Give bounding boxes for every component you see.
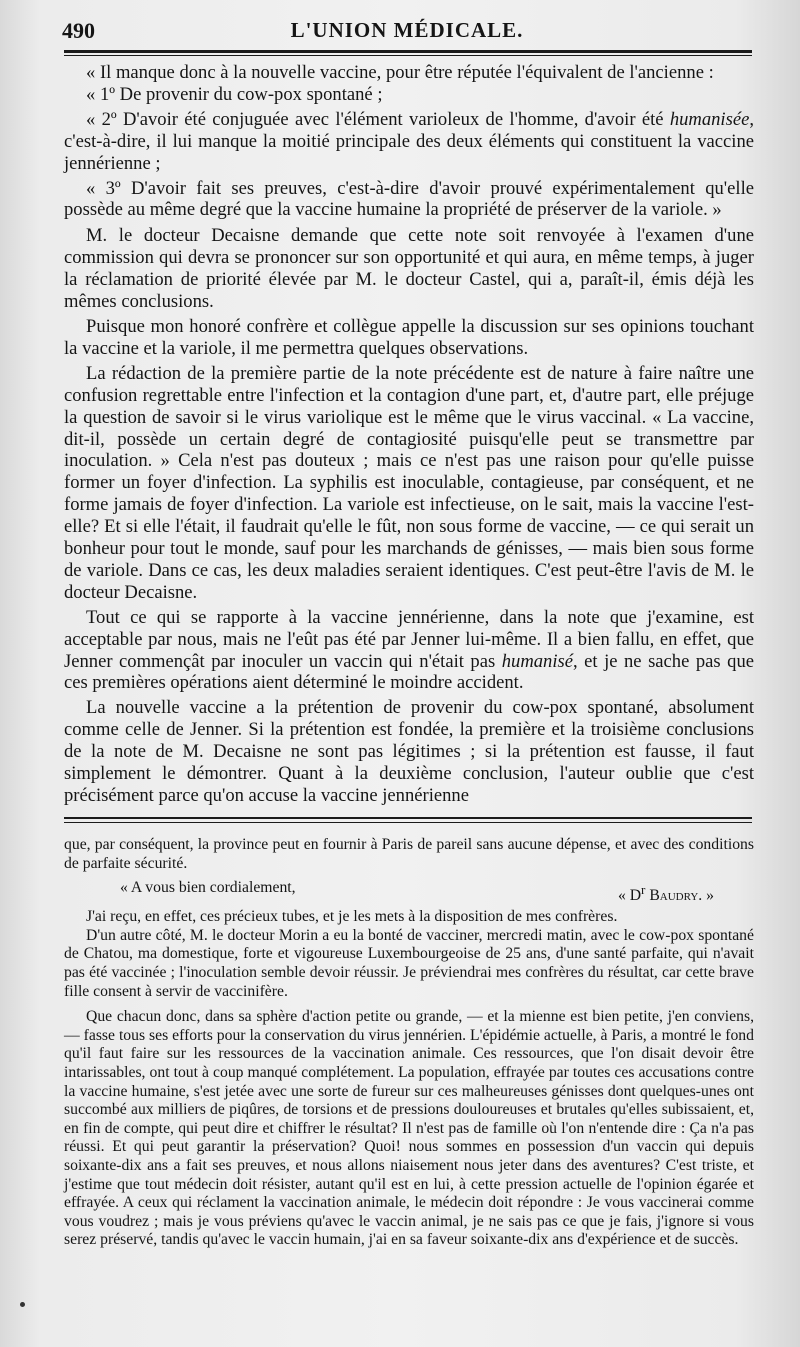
quoted-conclusion-2: « 2º D'avoir été conjuguée avec l'élément varioleux de l'homme, d'avoir été humanisée, c'est-à-dire, il lui manque la moitié principale des deux éléments qui constituent la vaccine jennérienne ; <box>64 108 754 174</box>
letter-closing-line: que, par conséquent, la province peut en fournir à Paris de pareil sans aucune dépense, et avec des conditions de parfaite sécurité. <box>64 836 754 872</box>
quoted-conclusion-1: « 1º De provenir du cow-pox spontané ; <box>86 83 383 105</box>
letter-signoff <box>64 879 754 905</box>
paragraph-decaisne-request: M. le docteur Decaisne demande que cette note soit renvoyée à l'examen d'une commission qui devra se prononcer sur son opportunité et qui aura, en même temps, à juger la réclamation de priorité élevée par M. le docteur Castel, qui a, paraît-il, émis déjà les mêmes conclusions. <box>64 225 754 313</box>
emphasis-humanise: humanisé <box>501 650 574 672</box>
paragraph-nouvelle-vaccine: La nouvelle vaccine a la prétention de provenir du cow-pox spontané, absolument comme celle de Jenner. Si la prétention est fondée, la première et la troisième conclusions de la note de M. Decaisne ne sont pas légitimes ; si la prétention est fausse, il faut simplement le démontrer. Quant à la deuxième conclusion, l'auteur oublie que c'est précisément parce qu'on accuse la vaccine jennérienne <box>64 697 754 806</box>
page-number: 490 <box>62 18 95 43</box>
paragraph-conservation: Que chacun donc, dans sa sphère d'action petite ou grande, — et la mienne est bien petite, j'en conviens, — fasse tous ses efforts pour la conservation du virus jennérien. L'épidémie actuelle, à Paris, a montré le fond qu'il faut faire sur les ressources de la vaccination animale. Ces ressources, que l'on disait devoir être intarissables, ont tout à coup manqué complétement. La population, effrayée par toutes ces accusations contre la vaccine humaine, s'est jetée avec une sorte de fureur sur ces malheureuses génisses dont quelques-unes ont succombé aux milliers de piqûres, de torsions et de pressions douloureuses et brutales qu'elles subissaient, et, en fin de compte, qui peut dire et chiffrer le résultat? Il n'est pas de famille où l'on n'entende dire : Ça n'a pas réussi. Et qui peut garantir la préservation? Quoi! nous sommes en possession d'un vaccin qui depuis soixante-dix ans a fait ses preuves, et nous allons niaisement nous jeter dans des aventures? C'est triste, et j'estime que tout médecin doit résister, autant qu'il est en lui, à cette pression actuelle de l'opinion égarée et effrayée. A ceux qui réclament la vaccination animale, le médecin doit répondre : Je vous vaccinerai comme vous voudrez ; mais je vous préviens qu'avec le vaccin animal, je ne sais pas ce que je fais, j'ignore si vous serez préservé, tandis qu'avec le vaccin humain, j'ai en sa faveur soixante-dix ans d'expérience et de succès. <box>64 1008 754 1249</box>
section-divider-thick <box>64 817 752 819</box>
quoted-conclusion-intro: « Il manque donc à la nouvelle vaccine, pour être réputée l'équivalent de l'ancienne : <box>86 62 714 83</box>
paragraph-observations: Puisque mon honoré confrère et collègue appelle la discussion sur ses opinions touchant la vaccine et la variole, il me permettra quelques observations. <box>64 315 754 359</box>
paragraph-redaction: La rédaction de la première partie de la note précédente est de nature à faire naître une confusion regrettable entre l'infection et la contagion d'une part, et, d'autre part, elle préjuge la question de savoir si le virus variolique est le même que le virus vaccinal. « La vaccine, dit-il, possède un certain degré de contagiosité puisqu'elle peut se transmettre par inoculation. » Cela n'est pas douteux ; mais ce n'est pas une raison pour qu'elle puisse former un foyer d'infection. La syphilis est inoculable, contagieuse, par conséquent, et ne forme jamais de foyer d'infection. La variole est infectieuse, on le sait, mais la vaccine l'est-elle? Et si elle l'était, il faudrait qu'elle le fût, non sous forme de vaccine, — ce qui serait un bonheur pour tout le monde, sauf pour les marchands de génisses, — mais bien sous forme de variole. Dans ce cas, les deux maladies seraient identiques. C'est peut-être l'avis de M. le docteur Decaisne. <box>64 362 754 603</box>
paragraph-morin: D'un autre côté, M. le docteur Morin a eu la bonté de vacciner, mercredi matin, avec le cow-pox spontané de Chatou, ma domestique, forte et vigoureuse Luxembourgeoise de 25 ans, d'une santé parfaite, qui n'avait pas été vaccinée ; l'inoculation semble devoir réussir. Je préviendrai mes confrères du résultat, car cette brave fille consent à servir de vaccinifère. <box>64 926 754 1000</box>
letter-greeting: « A vous bien cordialement, <box>120 879 296 897</box>
emphasis-humanisee: humanisée <box>669 108 750 130</box>
article-body <box>64 62 754 810</box>
feuilleton-body <box>64 836 754 1250</box>
paragraph-jenner: Tout ce qui se rapporte à la vaccine jennérienne, dans la note que j'examine, est acceptable par nous, mais ne l'eût pas été par Jenner lui-même. Il a bien fallu, en effet, que Jenner commençât par inoculer un vaccin qui n'était pas humanisé, et je ne sache pas que ces premières opérations aient déterminé le moindre accident. <box>64 606 754 694</box>
print-speck <box>20 1302 25 1307</box>
letter-signature: « $D^r$ Baudry. » <box>617 882 714 905</box>
paragraph-tubes: J'ai reçu, en effet, ces précieux tubes, et je les mets à la disposition de mes confrères. <box>86 908 618 926</box>
page-header <box>62 16 752 46</box>
quoted-conclusion-3: « 3º D'avoir fait ses preuves, c'est-à-dire d'avoir prouvé expérimentalement qu'elle possède au même degré que la vaccine humaine la propriété de préserver de la variole. » <box>64 177 754 221</box>
section-divider-thin <box>64 822 752 823</box>
running-title: L'UNION MÉDICALE. <box>290 18 524 42</box>
header-rule-thick <box>64 50 752 53</box>
header-rule-thin <box>64 55 752 56</box>
